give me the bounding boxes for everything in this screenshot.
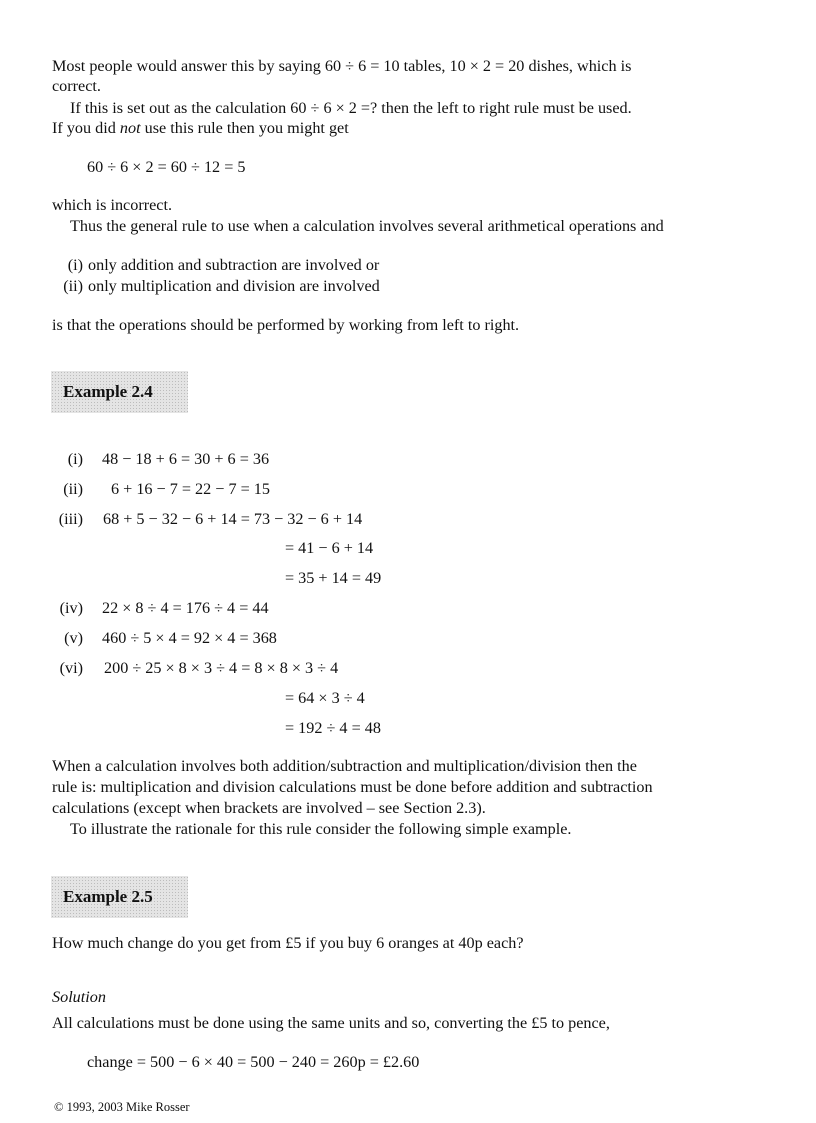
text-segment: If you did (52, 119, 120, 137)
equation: 200 ÷ 25 × 8 × 3 ÷ 4 = 8 × 8 × 3 ÷ 4 (104, 659, 339, 677)
item-label: (vi) (59, 659, 83, 677)
equation-continuation: = 41 − 6 + 14 (285, 539, 374, 557)
rule-paragraph-line-1: When a calculation involves both addition/subtraction and multiplication/division then the (52, 757, 637, 775)
intro-paragraph-5: is that the operations should be performed by working from left to right. (52, 316, 520, 334)
intro-paragraph-1-line-2: correct. (52, 77, 101, 95)
item-label: (iv) (59, 599, 83, 617)
equation: 48 − 18 + 6 = 30 + 6 = 36 (102, 450, 270, 468)
list-label: (i) (67, 256, 83, 274)
example-2-5-heading: Example 2.5 (51, 876, 188, 918)
item-label: (iii) (58, 510, 83, 528)
wrong-equation: 60 ÷ 6 × 2 = 60 ÷ 12 = 5 (87, 158, 246, 176)
example-2-4-heading: Example 2.4 (51, 371, 188, 413)
rule-paragraph-line-2: rule is: multiplication and division calculations must be done before addition and subtraction (52, 778, 653, 796)
intro-paragraph-3: which is incorrect. (52, 196, 173, 214)
list-item-text: only multiplication and division are involved (88, 277, 380, 295)
item-label: (v) (64, 629, 83, 647)
copyright-footer: © 1993, 2003 Mike Rosser (54, 1100, 190, 1114)
item-label: (i) (67, 450, 83, 468)
equation: 22 × 8 ÷ 4 = 176 ÷ 4 = 44 (102, 599, 269, 617)
solution-text: All calculations must be done using the same units and so, converting the £5 to pence, (52, 1014, 610, 1032)
equation: 68 + 5 − 32 − 6 + 14 = 73 − 32 − 6 + 14 (103, 510, 363, 528)
list-label: (ii) (63, 277, 83, 295)
equation-continuation: = 64 × 3 ÷ 4 (285, 689, 365, 707)
rule-paragraph-line-3: calculations (except when brackets are involved – see Section 2.3). (52, 799, 486, 817)
intro-paragraph-1-line-1: Most people would answer this by saying 60 ÷ 6 = 10 tables, 10 × 2 = 20 dishes, which is (52, 57, 632, 75)
intro-paragraph-4: Thus the general rule to use when a calculation involves several arithmetical operations and (70, 217, 664, 235)
solution-heading: Solution (52, 988, 106, 1006)
equation: 6 + 16 − 7 = 22 − 7 = 15 (111, 480, 270, 498)
equation-continuation: = 35 + 14 = 49 (285, 569, 382, 587)
item-label: (ii) (63, 480, 83, 498)
text-segment: use this rule then you might get (140, 119, 349, 137)
example-question: How much change do you get from £5 if you buy 6 oranges at 40p each? (52, 934, 524, 952)
solution-equation: change = 500 − 6 × 40 = 500 − 240 = 260p = £2.60 (87, 1053, 420, 1071)
intro-paragraph-2-line-1: If this is set out as the calculation 60 ÷ 6 × 2 =? then the left to right rule must be used. (70, 99, 632, 117)
rationale-paragraph: To illustrate the rationale for this rule consider the following simple example. (70, 820, 572, 838)
list-item-text: only addition and subtraction are involved or (88, 256, 380, 274)
emphasis-not: not (119, 119, 141, 137)
intro-paragraph-2-line-2 (52, 118, 768, 138)
equation-continuation: = 192 ÷ 4 = 48 (285, 719, 381, 737)
equation: 460 ÷ 5 × 4 = 92 × 4 = 368 (102, 629, 277, 647)
